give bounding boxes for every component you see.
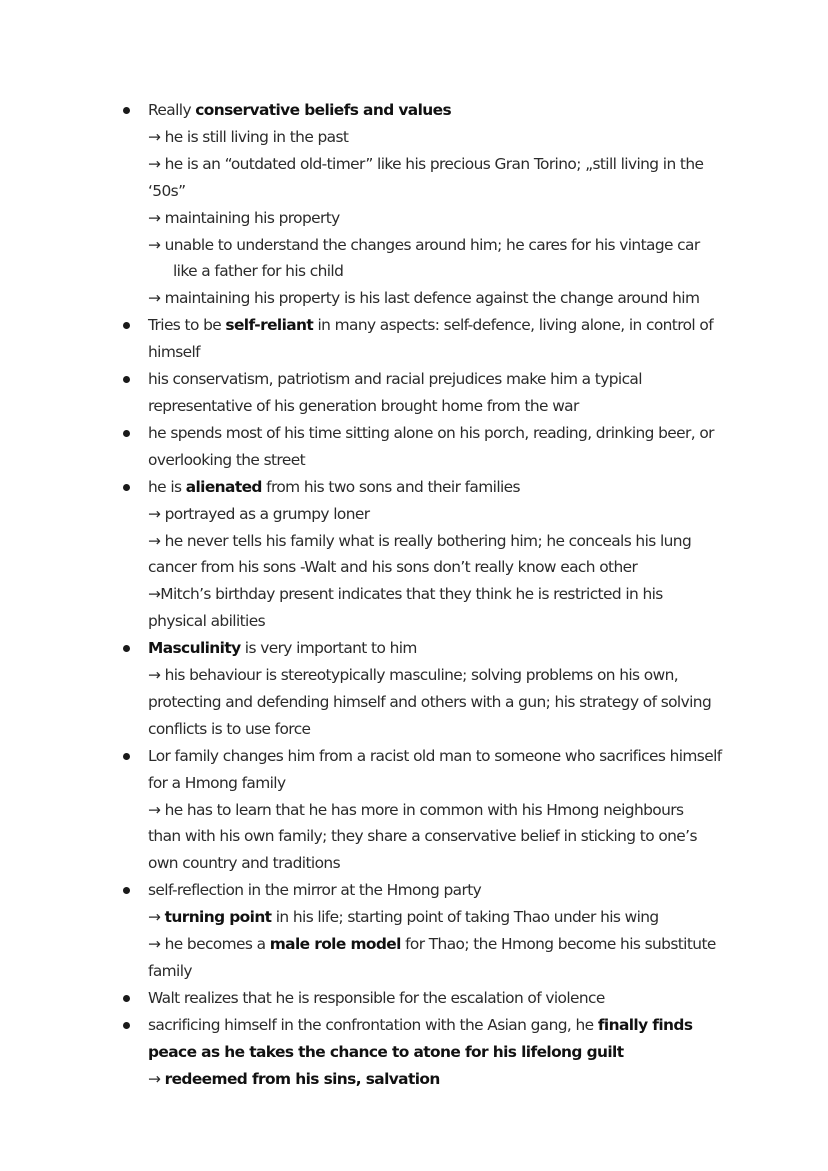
text-segment: than with his own family; they share a conservative belief in sticking to one’s xyxy=(148,827,697,846)
list-item xyxy=(0,366,828,420)
text-line xyxy=(148,1012,768,1039)
text-line xyxy=(148,339,768,366)
text-line xyxy=(148,554,768,581)
emphasis-text: turning point xyxy=(164,908,272,927)
emphasis-text: alienated xyxy=(185,477,262,496)
text-line xyxy=(148,608,768,635)
bullet-icon xyxy=(123,887,130,894)
text-segment: own country and traditions xyxy=(148,854,340,873)
text-line xyxy=(148,797,768,824)
text-segment: Lor family changes him from a racist old man to someone who sacrifices himself xyxy=(148,746,722,765)
list-item xyxy=(0,97,828,312)
text-segment: he is xyxy=(148,477,186,496)
bullet-icon xyxy=(123,107,130,114)
text-segment: in many aspects: self-defence, living alone, in control of xyxy=(313,316,714,335)
text-segment: he spends most of his time sitting alone on his porch, reading, drinking beer, or xyxy=(148,423,714,442)
bullet-icon xyxy=(123,753,130,760)
bullet-icon xyxy=(123,645,130,652)
text-line xyxy=(148,205,768,232)
text-segment: is very important to him xyxy=(240,639,417,658)
text-line xyxy=(148,985,768,1012)
emphasis-text: conservative beliefs and values xyxy=(195,101,452,119)
text-segment: → portrayed as a grumpy loner xyxy=(148,504,370,523)
text-segment: ‘50s” xyxy=(148,181,186,200)
text-segment: for Thao; the Hmong become his substitute xyxy=(400,935,716,954)
text-segment: physical abilities xyxy=(148,612,266,631)
text-line xyxy=(148,97,768,124)
emphasis-text: redeemed from his sins, salvation xyxy=(164,1069,440,1088)
text-segment: sacrificing himself in the confrontation with the Asian gang, he xyxy=(148,1015,598,1034)
text-line xyxy=(148,635,768,662)
list-item xyxy=(0,635,828,743)
text-segment: → unable to understand the changes around him; he cares for his vintage car xyxy=(148,235,700,254)
bullet-icon xyxy=(123,995,130,1002)
text-line xyxy=(148,447,768,474)
emphasis-text: self-reliant xyxy=(225,316,314,335)
text-segment: → maintaining his property xyxy=(148,208,340,227)
text-line xyxy=(148,1039,768,1066)
text-segment: → maintaining his property is his last defence against the change around him xyxy=(148,289,700,308)
text-line xyxy=(148,958,768,985)
text-line xyxy=(148,770,768,797)
text-line xyxy=(148,124,768,151)
bullet-icon xyxy=(123,430,130,437)
text-line xyxy=(148,501,768,528)
text-line xyxy=(148,662,768,689)
text-segment: from his two sons and their families xyxy=(261,477,520,496)
text-line xyxy=(148,420,768,447)
list-item xyxy=(0,877,828,985)
text-line xyxy=(148,931,768,958)
text-line xyxy=(148,528,768,555)
bullet-icon xyxy=(123,484,130,491)
text-segment: → his behaviour is stereotypically masculine; solving problems on his own, xyxy=(148,666,679,685)
text-line xyxy=(148,850,768,877)
emphasis-text: male role model xyxy=(269,935,401,954)
text-line xyxy=(148,258,768,285)
text-segment: → xyxy=(148,908,165,927)
list-item xyxy=(0,474,828,635)
text-segment: his conservatism, patriotism and racial prejudices make him a typical xyxy=(148,370,642,389)
text-segment: →Mitch’s birthday present indicates that they think he is restricted in his xyxy=(148,585,663,604)
text-line xyxy=(148,823,768,850)
text-segment: → he has to learn that he has more in common with his Hmong neighbours xyxy=(148,800,684,819)
text-line xyxy=(148,1066,768,1093)
list-item xyxy=(0,743,828,878)
text-segment: → he is an “outdated old-timer” like his precious Gran Torino; „still living in the xyxy=(148,154,704,173)
text-line xyxy=(148,877,768,904)
emphasis-text: Masculinity xyxy=(148,639,241,658)
text-segment: for a Hmong family xyxy=(148,773,286,792)
text-segment: → xyxy=(148,1069,165,1088)
text-segment: Really xyxy=(148,101,196,119)
text-segment: representative of his generation brought home from the war xyxy=(148,396,579,415)
bullet-icon xyxy=(123,376,130,383)
list-item xyxy=(0,420,828,474)
text-segment: protecting and defending himself and others with a gun; his strategy of solving xyxy=(148,692,712,711)
bullet-icon xyxy=(123,322,130,329)
text-segment: in his life; starting point of taking Thao under his wing xyxy=(271,908,659,927)
text-segment: overlooking the street xyxy=(148,450,305,469)
text-line xyxy=(148,474,768,501)
text-segment: Walt realizes that he is responsible for the escalation of violence xyxy=(148,988,605,1007)
text-line xyxy=(148,312,768,339)
text-line xyxy=(148,716,768,743)
list-item xyxy=(0,985,828,1012)
text-line xyxy=(148,178,768,205)
bullet-icon xyxy=(123,1022,130,1029)
text-line xyxy=(148,393,768,420)
emphasis-text: peace as he takes the chance to atone for his lifelong guilt xyxy=(148,1042,624,1061)
bullet-list xyxy=(0,97,828,1093)
list-item xyxy=(0,312,828,366)
text-line xyxy=(148,366,768,393)
text-segment: cancer from his sons -Walt and his sons don’t really know each other xyxy=(148,558,638,577)
emphasis-text: finally finds xyxy=(597,1015,693,1034)
list-item xyxy=(0,1012,828,1093)
text-line xyxy=(148,232,768,259)
text-segment: self-reflection in the mirror at the Hmong party xyxy=(148,881,482,900)
text-segment: → he never tells his family what is really bothering him; he conceals his lung xyxy=(148,531,692,550)
text-line xyxy=(148,151,768,178)
text-line xyxy=(148,581,768,608)
text-segment: conflicts is to use force xyxy=(148,719,311,738)
text-segment: like a father for his child xyxy=(173,262,344,281)
text-line xyxy=(148,743,768,770)
text-line xyxy=(148,689,768,716)
text-segment: → he becomes a xyxy=(148,935,270,954)
text-segment: Tries to be xyxy=(148,316,226,335)
text-segment: → he is still living in the past xyxy=(148,127,349,146)
text-line xyxy=(148,904,768,931)
text-segment: himself xyxy=(148,343,201,362)
text-segment: family xyxy=(148,962,192,980)
text-line xyxy=(148,285,768,312)
